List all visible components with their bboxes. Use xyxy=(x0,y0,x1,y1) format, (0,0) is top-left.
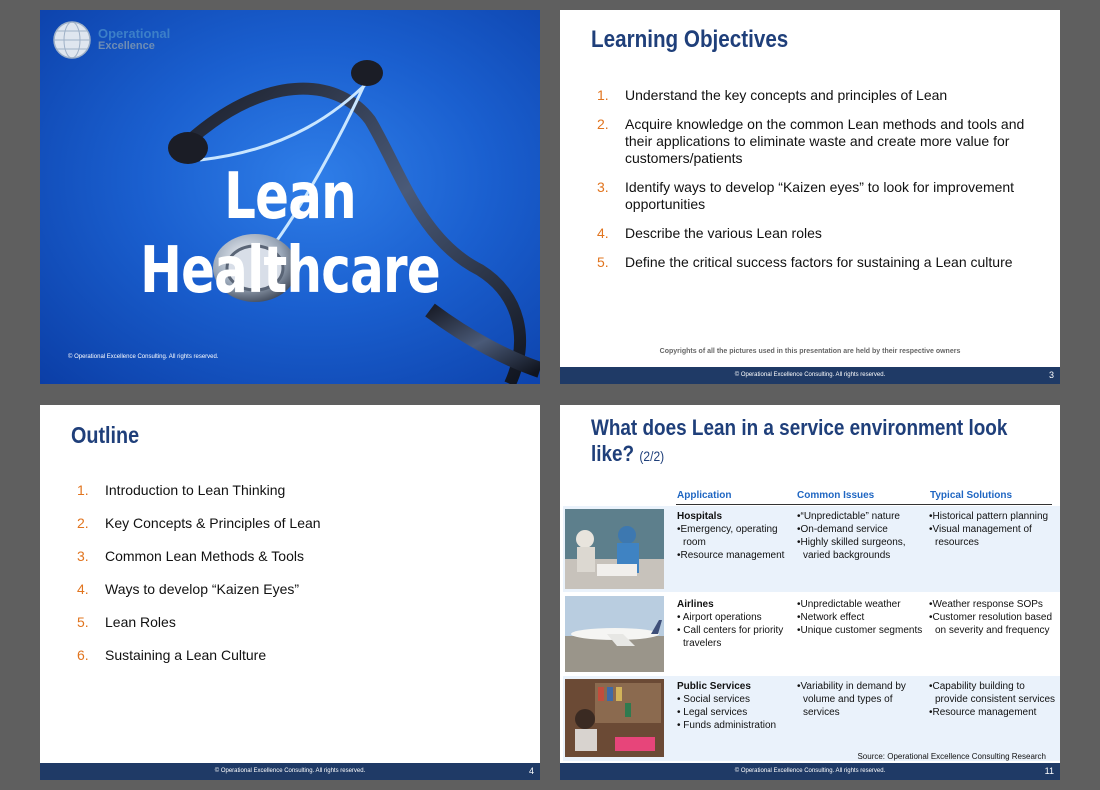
solutions-cell: •Weather response SOPs •Customer resolution based on severity and frequency xyxy=(929,599,1053,636)
slide-cover[interactable] xyxy=(40,10,540,384)
table-row xyxy=(563,594,1060,674)
slide-title xyxy=(591,415,1007,469)
title-suffix: (2/2) xyxy=(639,448,665,464)
list-item: 2. Key Concepts & Principles of Lean xyxy=(77,515,321,531)
footer-text: © Operational Excellence Consulting. All rights reserved. xyxy=(734,372,886,378)
issues-cell: •Variability in demand by volume and types of services xyxy=(797,681,906,718)
slide-outline[interactable] xyxy=(40,405,540,780)
slide-title: Learning Objectives xyxy=(591,26,789,53)
list-item: 2. Acquire knowledge on the common Lean methods and tools and their applications to eliminate waste and create more value for customers/patients xyxy=(597,116,1025,166)
solutions-cell: •Capability building to provide consistent services •Resource management xyxy=(929,681,1056,718)
issues-cell: •Unpredictable weather •Network effect •Unique customer segments xyxy=(797,599,923,636)
application-cell: Airlines • Airport operations • Call centers for priority travelers xyxy=(677,599,784,649)
page-number: 4 xyxy=(528,766,534,776)
globe-icon xyxy=(52,20,92,60)
table-header xyxy=(676,490,1052,505)
list-item: 4. Describe the various Lean roles xyxy=(597,225,822,241)
public-services-photo xyxy=(565,679,664,757)
slide-footer xyxy=(560,763,1060,780)
list-item: 5. Lean Roles xyxy=(77,614,176,630)
footer-text: © Operational Excellence Consulting. All rights reserved. xyxy=(214,768,366,774)
slide-learning-objectives[interactable] xyxy=(560,10,1060,384)
list-item: 3. Identify ways to develop “Kaizen eyes” to look for improvement opportunities xyxy=(597,179,1015,212)
list-item: 4. Ways to develop “Kaizen Eyes” xyxy=(77,581,300,597)
issues-cell: •“Unpredictable” nature •On-demand service •Highly skilled surgeons, varied backgrounds xyxy=(797,511,906,561)
copyright-note: Copyrights of all the pictures used in this presentation are held by their respective owners xyxy=(659,348,961,355)
logo-line-2: Excellence xyxy=(98,40,155,52)
page-number: 3 xyxy=(1048,370,1054,380)
logo-line-1: Operational xyxy=(98,26,171,41)
list-item: 1. Understand the key concepts and principles of Lean xyxy=(597,87,948,103)
title-line-1: What does Lean in a service environment look xyxy=(591,415,1008,440)
company-logo xyxy=(52,20,170,60)
cover-copyright: © Operational Excellence Consulting. All rights reserved. xyxy=(68,354,219,360)
source-note: Source: Operational Excellence Consulting Research xyxy=(857,752,1046,761)
header-typical-solutions: Typical Solutions xyxy=(930,490,1013,501)
list-item: 6. Sustaining a Lean Culture xyxy=(77,647,267,663)
slide-footer xyxy=(40,763,540,780)
slide-service-environment[interactable] xyxy=(560,405,1060,780)
solutions-cell: •Historical pattern planning •Visual management of resources xyxy=(929,511,1049,548)
list-item: 5. Define the critical success factors for sustaining a Lean culture xyxy=(597,254,1013,270)
page-number: 11 xyxy=(1044,766,1054,776)
application-cell: Hospitals •Emergency, operating room •Resource management xyxy=(677,511,785,561)
table-row xyxy=(563,676,1060,761)
list-item: 1. Introduction to Lean Thinking xyxy=(77,482,286,498)
slide-footer xyxy=(560,367,1060,384)
objectives-list xyxy=(597,87,1027,271)
footer-text: © Operational Excellence Consulting. All rights reserved. xyxy=(734,768,886,774)
list-item: 3. Common Lean Methods & Tools xyxy=(77,548,304,564)
airline-photo xyxy=(565,596,664,672)
cover-title: Lean Healthcare xyxy=(140,160,440,308)
title-line-2: like? xyxy=(591,441,635,466)
table-row xyxy=(563,506,1060,592)
slide-title: Outline xyxy=(71,422,140,448)
application-cell: Public Services • Social services • Legal services • Funds administration xyxy=(677,681,777,731)
hospital-photo xyxy=(565,509,664,589)
header-common-issues: Common Issues xyxy=(797,490,875,501)
outline-list xyxy=(77,482,507,664)
header-application: Application xyxy=(677,490,732,501)
